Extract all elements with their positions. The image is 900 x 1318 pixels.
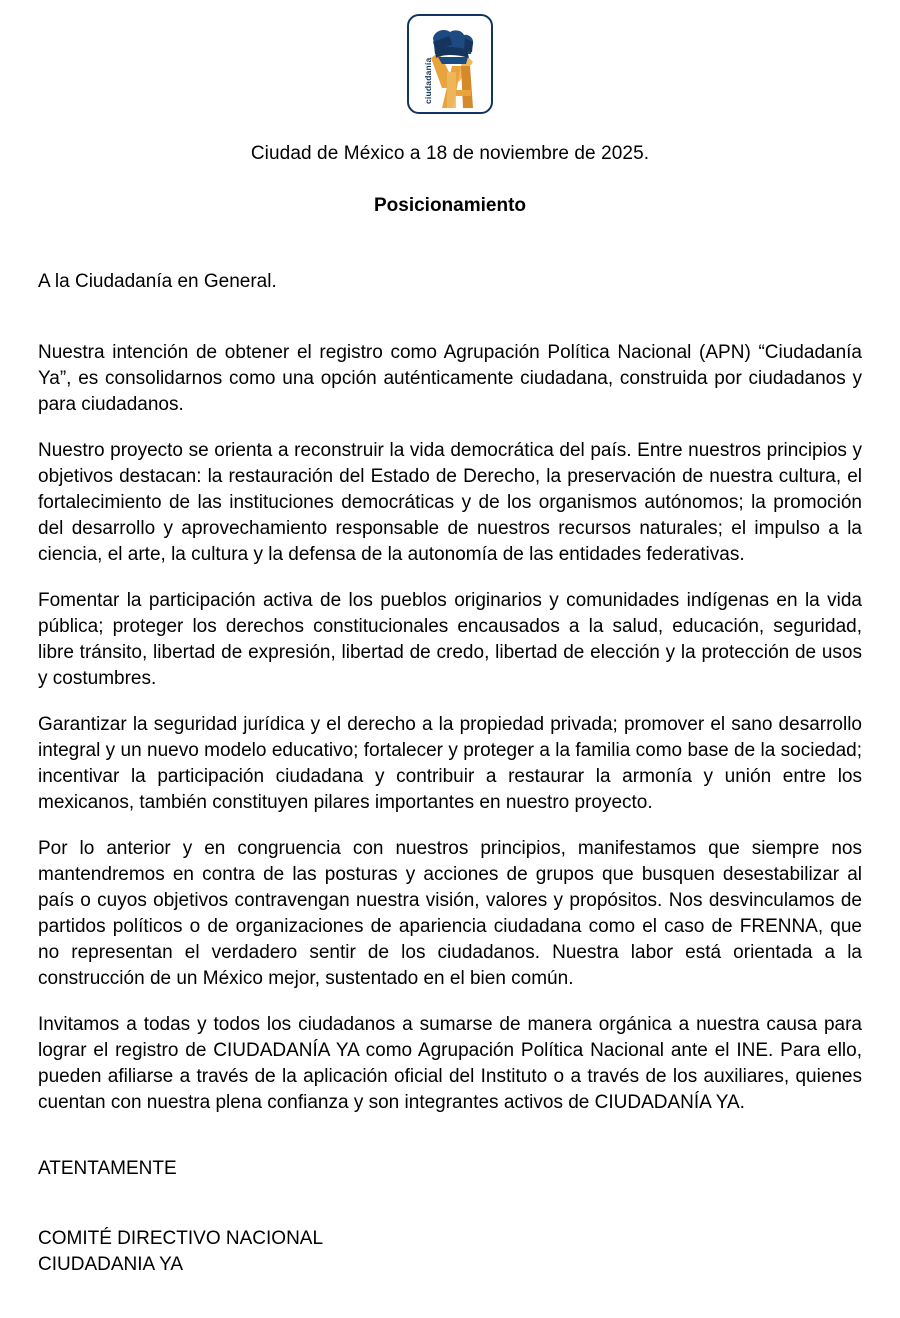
body-paragraph: Por lo anterior y en congruencia con nuestros principios, manifestamos que siempre nos mantendremos en contra de las posturas y acciones de grupos que busquen desestabilizar al país o cuyos objetivos contravengan nuestra visión, valores y propósitos. Nos desvinculamos de partidos políticos o de organizaciones de apariencia ciudadana como el caso de FRENNA, que no representan el verdadero sentir de los ciudadanos. Nuestra labor está orientada a la construcción de un México mejor, sustentado en el bien común. [38, 838, 862, 989]
closing-block [38, 1156, 862, 1182]
document-subject-title: Posicionamiento [373, 195, 527, 216]
body-paragraph: Nuestra intención de obtener el registro como Agrupación Política Nacional (APN) “Ciudadanía Ya”, es consolidarnos como una opción auténticamente ciudadana, construida por ciudadanos y para ciudadanos. [38, 342, 862, 415]
body-paragraph: Invitamos a todas y todos los ciudadanos a sumarse de manera orgánica a nuestra causa para lograr el registro de CIUDADANÍA YA como Agrupación Política Nacional ante el INE. Para ello, pueden afiliarse a través de la aplicación oficial del Instituto o a través de los auxiliares, quienes cuentan con nuestra plena confianza y son integrantes activos de CIUDADANÍA YA. [38, 1014, 862, 1113]
valediction: ATENTAMENTE [38, 1158, 177, 1179]
signatory-name: CIUDADANIA YA [38, 1254, 184, 1275]
document-date: Ciudad de México a 18 de noviembre de 2025. [250, 143, 650, 164]
body-paragraph: Nuestro proyecto se orienta a reconstruir la vida democrática del país. Entre nuestros principios y objetivos destacan: la restauración del Estado de Derecho, la preservación de nuestra cultura, el fortalecimiento de las instituciones democráticas y de los organismos autónomos; la promoción del desarrollo y aprovechamiento responsable de nuestros recursos naturales; el impulso a la ciencia, el arte, la cultura y la defensa de la autonomía de las entidades federativas. [38, 440, 862, 565]
logo-artwork-icon [409, 16, 491, 112]
svg-text:ciudadanía: ciudadanía [423, 57, 433, 104]
ciudadania-ya-logo [407, 14, 493, 114]
salutation: A la Ciudadanía en General. [38, 271, 277, 292]
signature-block [38, 1226, 862, 1278]
document-body [38, 340, 862, 1116]
logo-container [38, 0, 862, 114]
signatory-organization: COMITÉ DIRECTIVO NACIONAL [38, 1228, 324, 1249]
body-paragraph: Garantizar la seguridad jurídica y el derecho a la propiedad privada; promover el sano desarrollo integral y un nuevo modelo educativo; fortalecer y proteger a la familia como base de la sociedad; incentivar la participación ciudadana y contribuir a restaurar la armonía y unión entre los mexicanos, también constituyen pilares importantes en nuestro proyecto. [38, 714, 862, 813]
body-paragraph: Fomentar la participación activa de los pueblos originarios y comunidades indígenas en la vida pública; proteger los derechos constitucionales encausados a la salud, educación, seguridad, libre tránsito, libertad de expresión, libertad de credo, libertad de elección y la protección de usos y costumbres. [38, 590, 862, 689]
